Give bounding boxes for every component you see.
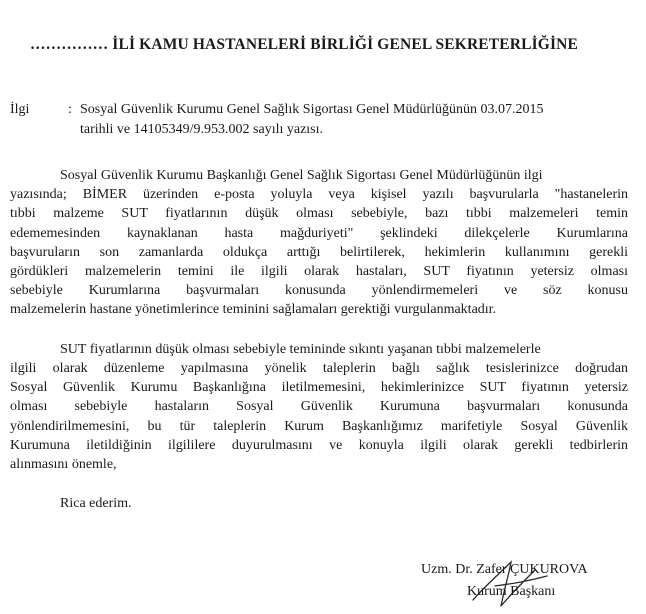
reference-text (80, 100, 635, 140)
reference-line: Sosyal Güvenlik Kurumu Genel Sağlık Sigortası Genel Müdürlüğünün 03.07.2015 (80, 102, 544, 117)
document-heading: …………… İLİ KAMU HASTANELERİ BİRLİĞİ GENEL SEKRETERLİĞİNE (30, 36, 579, 53)
paragraph-line: yazısında; BİMER üzerinden e-posta yoluyla veya kişisel yazılı başvurularla "hastanelerin (10, 187, 628, 202)
closing-text: Rica ederim. (60, 496, 132, 511)
reference-colon: : (68, 102, 72, 117)
paragraph-line: Kurumuna iletildiğinin ilgililere duyurulmasını ve konuyla ilgili olarak gerekli tedbirlerin (10, 438, 628, 453)
reference-line: tarihli ve 14105349/9.953.002 sayılı yazısı. (80, 122, 324, 137)
paragraph-line: başvuruların son zamanlarda oldukça arttığı belirtilerek, hekimlerin kullanımını gerekli (10, 245, 628, 260)
signatory-name: Uzm. Dr. Zafer ÇUKUROVA (421, 562, 588, 577)
paragraph-line: tıbbi malzeme SUT fiyatlarının düşük olması sebebiyle, bazı tıbbi malzemeleri temin (10, 206, 628, 221)
paragraph-line: SUT fiyatlarının düşük olması sebebiyle temininde sıkıntı yaşanan tıbbi malzemelerle (60, 342, 541, 357)
paragraph-line: Sosyal Güvenlik Kurumu Başkanlığı Genel Sağlık Sigortası Genel Müdürlüğünün ilgi (60, 168, 543, 183)
paragraph-line: olması sebebiyle hastaların Sosyal Güvenlik Kurumuna başvurmaları konusunda (10, 399, 628, 414)
paragraph-line: edememesinden kaynaklanan hasta mağduriyeti" şeklindeki dilekçelerle Kurumlarına (10, 226, 628, 241)
paragraph-line: alınmasını önemle, (10, 457, 117, 472)
paragraph-line: Sosyal Güvenlik Kurumu Başkanlığına iletilmemesini, hekimlerinizce SUT fiyatının yetersiz (10, 380, 628, 395)
paragraph-line: ilgili olarak düzenleme yapılmasına yönelik taleplerin bağlı sağlık tesislerinizce doğrudan (10, 361, 628, 376)
reference-label: İlgi (10, 102, 30, 117)
paragraph-line: gördükleri malzemelerin temini ile ilgili olarak hastaları, SUT fiyatının yetersiz olması (10, 264, 628, 279)
signature-block (405, 556, 635, 614)
paragraph-line: malzemelerin hastane yönetimlerince teminini sağlamaları gerektiği vurgulanmaktadır. (10, 302, 497, 317)
signatory-title: Kurum Başkanı (467, 584, 556, 599)
paragraph-line: yönlendirilmemesini, bu tür taleplerin Kurum Başkanlığımız marifetiyle Sosyal Güvenlik (10, 419, 628, 434)
paragraph-line: sebebiyle Kurumlarına başvurmaları konusunda yönlendirmemeleri ve söz konusu (10, 283, 628, 298)
